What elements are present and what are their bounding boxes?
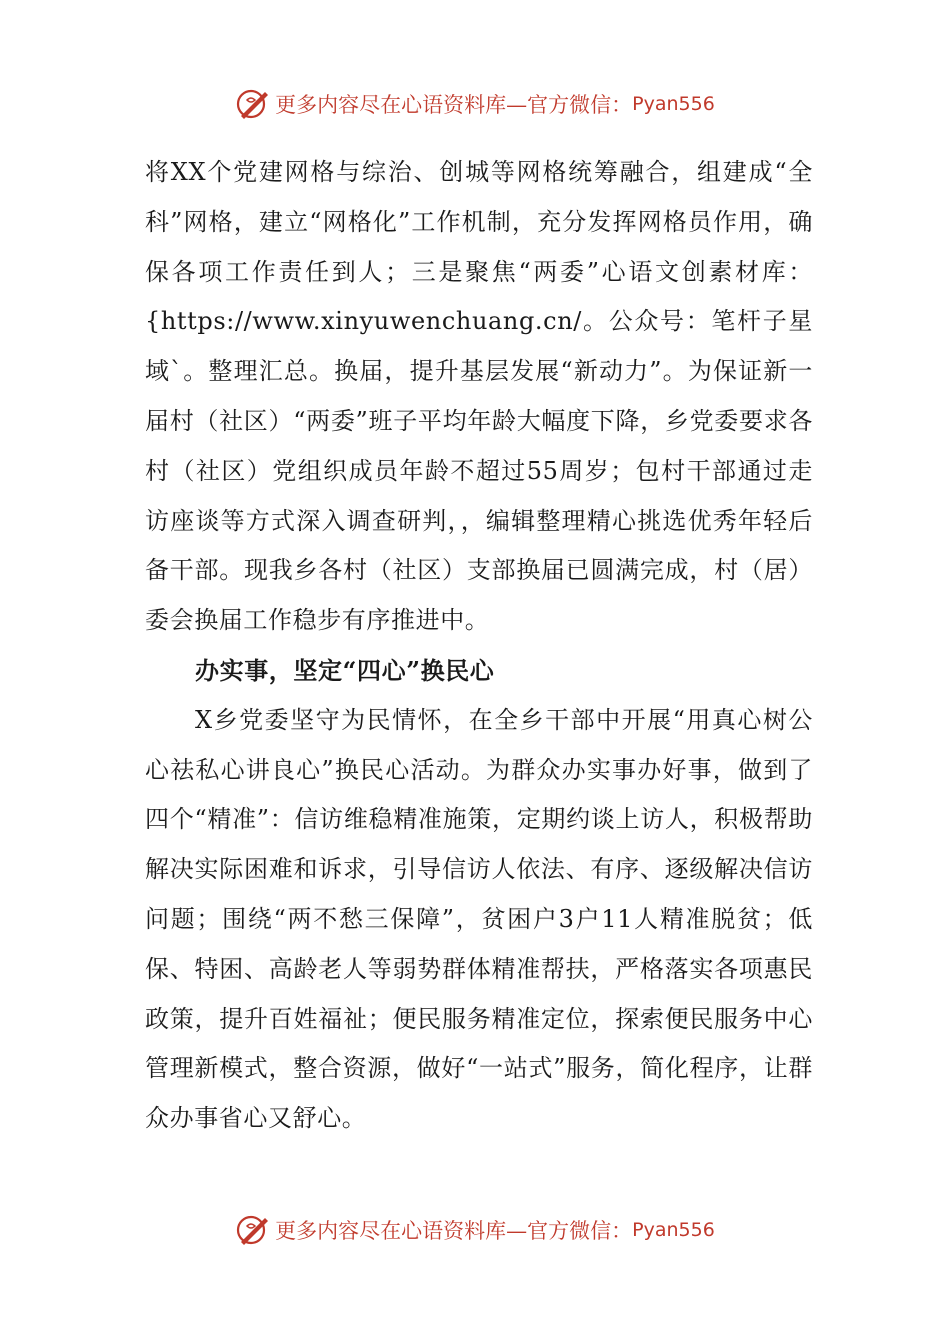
pen-logo-icon xyxy=(235,86,271,122)
banner-wechat-id: Pyan556 xyxy=(632,1219,715,1241)
footer-watermark-banner xyxy=(0,1208,950,1252)
pen-logo-icon xyxy=(235,1212,271,1248)
banner-wechat-id: Pyan556 xyxy=(632,93,715,115)
banner-text: 更多内容尽在心语资料库—官方微信： xyxy=(275,1219,633,1243)
section-heading: 办实事，坚定“四心”换民心 xyxy=(195,655,495,685)
banner-text: 更多内容尽在心语资料库—官方微信： xyxy=(275,93,633,117)
paragraph-2: X乡党委坚守为民情怀，在全乡干部中开展“用真心树公心祛私心讲良心”换民心活动。为群众办实事办好事，做到了四个“精准”：信访维稳精准施策，定期约谈上访人，积极帮助解决实际困难和诉求，引导信访人依法、有序、逐级解决信访问题；围绕“两不愁三保障”，贫困户3户11人精准脱贫；低保、特困、高龄老人等弱势群体精准帮扶，严格落实各项惠民政策，提升百姓福祉；便民服务精准定位，探索便民服务中心管理新模式，整合资源，做好“一站式”服务，简化程序，让群众办事省心又舒心。 xyxy=(145,705,813,1133)
paragraph-1: 将XX个党建网格与综治、创城等网格统筹融合，组建成“全科”网格，建立“网格化”工作机制，充分发挥网格员作用，确保各项工作责任到人；三是聚焦“两委”心语文创素材库：{https://www.xinyuwenchuang.cn/。公众号：笔杆子星域`。整理汇总。换届，提升基层发展“新动力”。为保证新一届村（社区）“两委”班子平均年龄大幅度下降，乡党委要求各村（社区）党组织成员年龄不超过55周岁；包村干部通过走访座谈等方式深入调查研判，，编辑整理精心挑选优秀年轻后备干部。现我乡各村（社区）支部换届已圆满完成，村（居）委会换届工作稳步有序推进中。 xyxy=(145,158,813,635)
header-watermark-banner xyxy=(0,82,950,126)
document-body xyxy=(145,148,813,1144)
